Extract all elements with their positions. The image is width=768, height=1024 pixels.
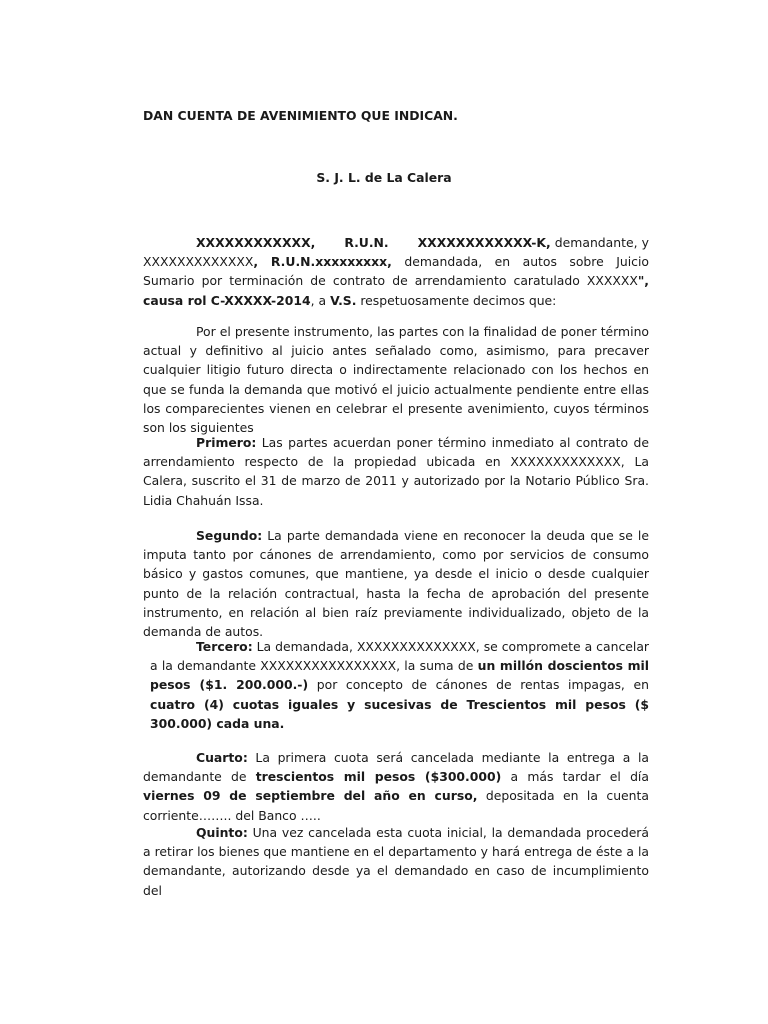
tercero-defendant-name: XXXXXXXXXXXXXX, [356, 639, 480, 654]
court-heading: S. J. L. de La Calera [316, 170, 452, 185]
clause-segundo-text: La parte demandada viene en reconocer la deuda que se le imputa tanto por cánones de arrendamiento, como por servicios de consumo básico y gastos comunes, que mantiene, ya desde el inicio o desde cualquier punto de la relación contractual, hasta la fecha de aprobación del presente instrumento, en relación al bien raíz previamente individualizado, objeto de la demanda de autos. [143, 528, 649, 640]
vs-label: V.S. [330, 292, 357, 308]
intro-text: demandada, en autos sobre Juicio Sumario por terminación de contrato de arrendamiento caratulado XXXXXX [143, 254, 649, 289]
clause-cuarto-label: Cuarto: [196, 750, 248, 765]
clause-tercero-text-1: La demandada, [252, 639, 357, 654]
defendant-run: , R.U.N.xxxxxxxxx, [253, 254, 392, 270]
intro-a: , a [310, 292, 331, 308]
tercero-plaintiff-name: XXXXXXXXXXXXXXXX, [260, 658, 401, 674]
tercero-amount: un millón doscientos mil pesos ($1. 200.000.-) [150, 658, 650, 693]
clause-cuarto-text-2: a más tardar el día [501, 769, 649, 785]
case-number: ", causa rol C-XXXXX-2014 [143, 273, 649, 308]
clause-tercero [150, 637, 649, 733]
clause-tercero-text-3: la suma de [400, 658, 478, 674]
tercero-installments: cuatro (4) cuotas iguales y sucesivas de Trescientos mil pesos ($ 300.000) cada una. [150, 696, 649, 731]
clause-primero-label: Primero: [196, 435, 257, 450]
clause-tercero-label: Tercero: [196, 639, 253, 654]
plaintiff-run: XXXXXXXXXXXX-K, [417, 235, 551, 250]
clause-tercero-text-4: por concepto de cánones de rentas impagas, en [308, 677, 649, 693]
cuarto-amount: trescientos mil pesos ($300.000) [255, 769, 502, 785]
clause-quinto-label: Quinto: [196, 825, 248, 840]
clause-tercero-body [150, 637, 649, 733]
defendant-name: XXXXXXXXXXXXX [143, 254, 254, 270]
clause-quinto [143, 823, 649, 900]
plaintiff-name: XXXXXXXXXXXX, [196, 235, 316, 250]
clause-cuarto-text-3: depositada en la cuenta corriente…….. del Banco ….. [143, 788, 649, 823]
intro-paragraph [143, 233, 649, 310]
clause-cuarto-text-1: La primera cuota será cancelada mediante la entrega a la demandante de [143, 750, 649, 785]
preamble-paragraph: Por el presente instrumento, las partes con la finalidad de poner término actual y definitivo al juicio antes señalado como, asimismo, para precaver cualquier litigio futuro directa o indirectamente relacionado con los hechos en que se funda la demanda que motivó el juicio actualmente pendiente entre ellas los comparecientes vienen en celebrar el presente avenimiento, cuyos términos son los siguientes [143, 324, 649, 436]
clause-primero-text: Las partes acuerdan poner término inmediato al contrato de arrendamiento respecto de la propiedad ubicada en XXXXXXXXXXXXX, La Calera, suscrito el 31 de marzo de 2011 y autorizado por la Notario Público Sra. Lidia Chahuán Issa. [143, 435, 649, 508]
cuarto-date: viernes 09 de septiembre del año en curso, [143, 788, 478, 804]
document-title: DAN CUENTA DE AVENIMIENTO QUE INDICAN. [143, 108, 458, 123]
intro-end: respetuosamente decimos que: [356, 292, 557, 308]
clause-segundo [143, 526, 649, 641]
clause-quinto-text: Una vez cancelada esta cuota inicial, la demandada procederá a retirar los bienes que mantiene en el departamento y hará entrega de éste a la demandante, autorizando desde ya el demandado en caso de incumplimiento del [143, 825, 649, 898]
clause-tercero-text-2: se compromete a cancelar a la demandante [150, 639, 650, 674]
clause-primero [143, 433, 649, 510]
clause-segundo-label: Segundo: [196, 528, 263, 543]
plaintiff-role: demandante, y [550, 235, 650, 250]
clause-cuarto [143, 748, 649, 825]
plaintiff-run-label: R.U.N. [344, 235, 389, 250]
